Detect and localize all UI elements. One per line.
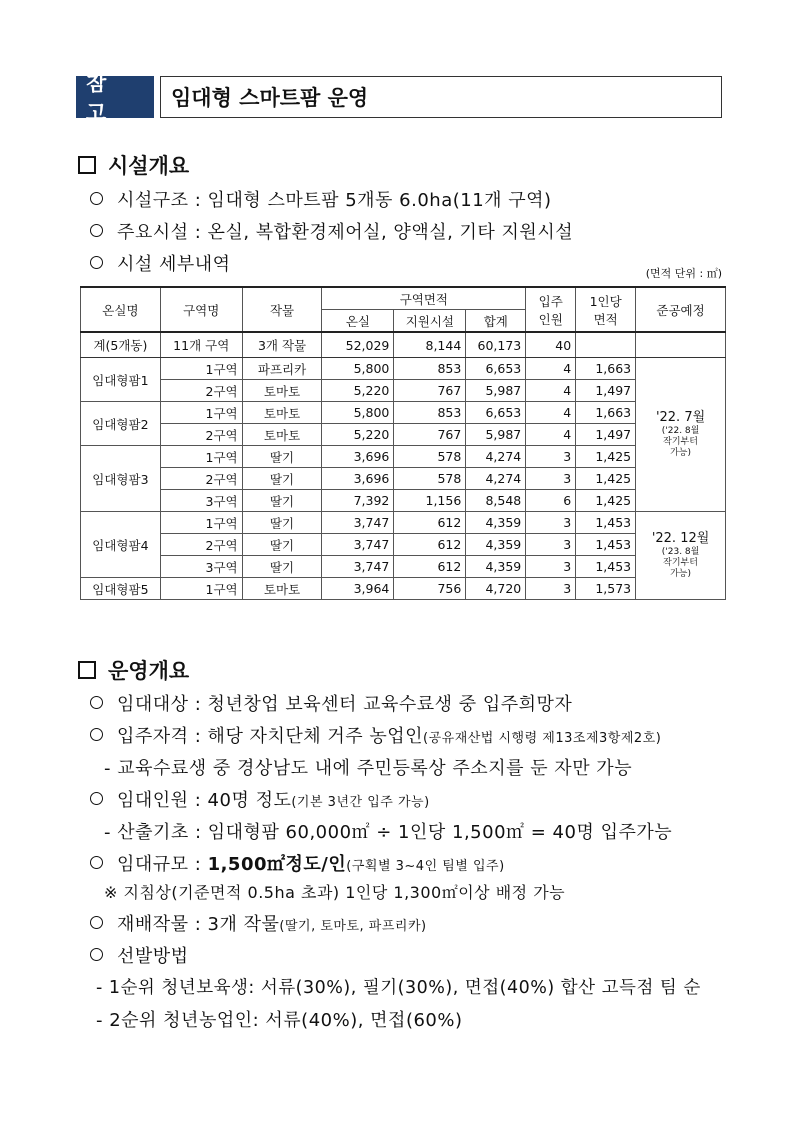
table-row: 2구역 토마토 5,220 767 5,987 4 1,497	[81, 380, 726, 402]
circle-bullet-icon	[90, 856, 103, 869]
operation-item: 임대대상 : 청년창업 보육센터 교육수료생 중 입주희망자	[90, 690, 572, 716]
farm-name: 임대형팜1	[81, 358, 161, 402]
circle-bullet-icon	[90, 696, 103, 709]
unit-note: (면적 단위 : ㎡)	[645, 267, 722, 280]
table-row: 2구역 딸기 3,696 578 4,274 3 1,425	[81, 468, 726, 490]
operation-item: 임대인원 : 40명 정도(기본 3년간 입주 가능)	[90, 786, 430, 812]
operation-detail: - 교육수료생 중 경상남도 내에 주민등록상 주소지를 둔 자만 가능	[104, 758, 633, 779]
table-row: 임대형팜3 1구역 딸기 3,696 578 4,274 3 1,425	[81, 446, 726, 468]
facility-item: 시설 세부내역	[90, 250, 231, 276]
operation-detail: - 1순위 청년보육생: 서류(30%), 필기(30%), 면접(40%) 합산 고득점 팀 순	[96, 978, 701, 998]
checkbox-square-icon	[78, 156, 96, 174]
col-greenhouse: 온실명	[81, 287, 161, 332]
operation-note: ※ 지침상(기준면적 0.5ha 초과) 1인당 1,300㎡이상 배정 가능	[104, 883, 566, 902]
table-row: 2구역 토마토 5,220 767 5,987 4 1,497	[81, 424, 726, 446]
facility-table	[80, 286, 726, 600]
col-crop: 작물	[242, 287, 322, 332]
table-row: 3구역 딸기 3,747 612 4,359 3 1,453	[81, 556, 726, 578]
circle-bullet-icon	[90, 192, 103, 205]
circle-bullet-icon	[90, 728, 103, 741]
operation-section-heading: 운영개요	[78, 655, 189, 685]
col-area-greenhouse: 온실	[322, 310, 394, 333]
operation-detail: - 2순위 청년농업인: 서류(40%), 면접(60%)	[96, 1010, 463, 1031]
col-area-support: 지원시설	[394, 310, 466, 333]
schedule-cell: '22. 12월 ('23. 8월 작기부터 가능)	[636, 512, 726, 600]
circle-bullet-icon	[90, 792, 103, 805]
farm-name: 임대형팜5	[81, 578, 161, 600]
table-row: 임대형팜1 1구역 파프리카 5,800 853 6,653 4 1,663 '22. 7월 ('22. 8월 작기부터 가능)	[81, 358, 726, 380]
facility-section-heading: 시설개요	[78, 150, 189, 180]
table-row: 임대형팜2 1구역 토마토 5,800 853 6,653 4 1,663	[81, 402, 726, 424]
farm-name: 임대형팜3	[81, 446, 161, 512]
operation-item: 선발방법	[90, 942, 189, 968]
col-area: 구역면적	[322, 287, 526, 310]
col-per-person: 1인당 면적	[576, 287, 636, 332]
circle-bullet-icon	[90, 224, 103, 237]
checkbox-square-icon	[78, 661, 96, 679]
circle-bullet-icon	[90, 256, 103, 269]
farm-name: 임대형팜4	[81, 512, 161, 578]
col-zone: 구역명	[160, 287, 242, 332]
table-total-row: 계(5개동) 11개 구역 3개 작물 52,029 8,144 60,173 40	[81, 332, 726, 358]
table-row: 2구역 딸기 3,747 612 4,359 3 1,453	[81, 534, 726, 556]
circle-bullet-icon	[90, 916, 103, 929]
operation-item: 임대규모 : 1,500㎡정도/인(구획별 3~4인 팀별 입주)	[90, 850, 505, 876]
table-row: 3구역 딸기 7,392 1,156 8,548 6 1,425	[81, 490, 726, 512]
table-row: 임대형팜4 1구역 딸기 3,747 612 4,359 3 1,453 '22. 12월 ('23. 8월 작기부터 가능)	[81, 512, 726, 534]
facility-item: 주요시설 : 온실, 복합환경제어실, 양액실, 기타 지원시설	[90, 218, 573, 244]
facility-item: 시설구조 : 임대형 스마트팜 5개동 6.0ha(11개 구역)	[90, 186, 552, 212]
col-residents: 입주 인원	[526, 287, 576, 332]
operation-detail: - 산출기초 : 임대형팜 60,000㎡ ÷ 1인당 1,500㎡ = 40명 입주가능	[104, 822, 673, 843]
page-header	[76, 71, 722, 125]
col-schedule: 준공예정	[636, 287, 726, 332]
schedule-cell: '22. 7월 ('22. 8월 작기부터 가능)	[636, 358, 726, 512]
table-header-row	[81, 287, 726, 310]
operation-item: 재배작물 : 3개 작물(딸기, 토마토, 파프리카)	[90, 910, 427, 936]
reference-label: 참고	[76, 76, 154, 118]
page-title: 임대형 스마트팜 운영	[160, 76, 722, 118]
circle-bullet-icon	[90, 948, 103, 961]
col-area-total: 합계	[466, 310, 526, 333]
farm-name: 임대형팜2	[81, 402, 161, 446]
table-row: 임대형팜5 1구역 토마토 3,964 756 4,720 3 1,573	[81, 578, 726, 600]
operation-item: 입주자격 : 해당 자치단체 거주 농업인(공유재산법 시행령 제13조제3항제2호)	[90, 722, 661, 748]
